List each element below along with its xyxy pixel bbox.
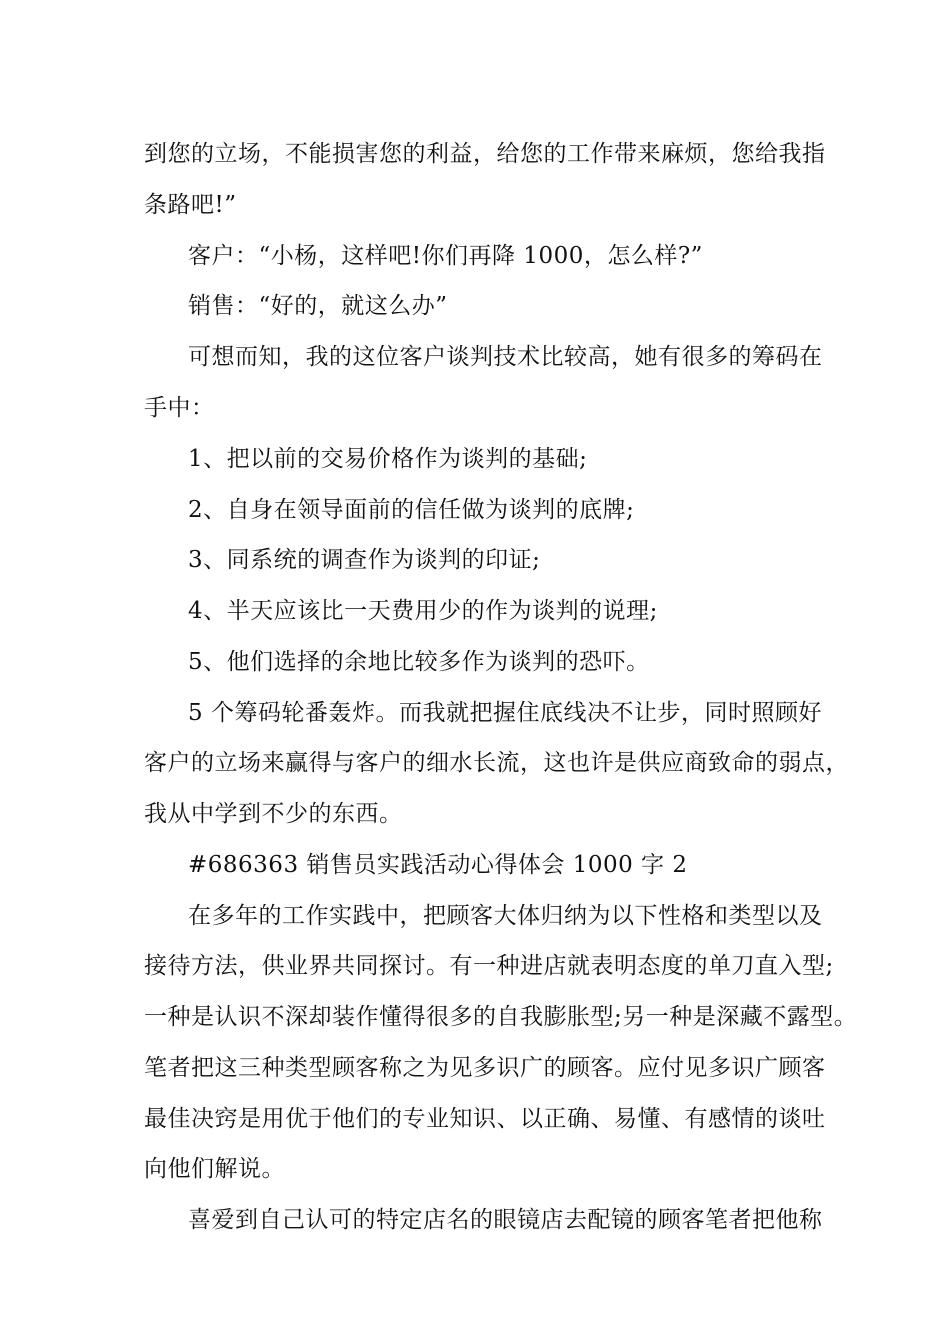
text-line: 接待方法，供业界共同探讨。有一种进店就表明态度的单刀直入型;: [144, 953, 834, 979]
text-line: 我从中学到不少的东西。: [144, 801, 403, 827]
text-line: 手中：: [144, 395, 215, 421]
list-item: 4、半天应该比一天费用少的作为谈判的说理;: [188, 598, 658, 624]
text-line: 喜爱到自己认可的特定店名的眼镜店去配镜的顾客笔者把他称: [188, 1207, 823, 1233]
text-line: 5 个筹码轮番轰炸。而我就把握住底线决不让步，同时照顾好: [188, 700, 822, 726]
text-line: 在多年的工作实践中，把顾客大体归纳为以下性格和类型以及: [188, 903, 823, 929]
text-line: 到您的立场，不能损害您的利益，给您的工作带来麻烦，您给我指: [144, 141, 826, 167]
text-line: 客户：“小杨，这样吧!你们再降 1000，怎么样?”: [188, 243, 703, 269]
text-line: 条路吧!”: [144, 192, 237, 218]
text-line: 客户的立场来赢得与客户的细水长流，这也许是供应商致命的弱点，: [144, 750, 849, 776]
text-line: 笔者把这三种类型顾客称之为见多识广的顾客。应付见多识广顾客: [144, 1055, 826, 1081]
text-line: 可想而知，我的这位客户谈判技术比较高，她有很多的筹码在: [188, 344, 823, 370]
list-item: 2、自身在领导面前的信任做为谈判的底牌;: [188, 497, 635, 523]
list-item: 5、他们选择的余地比较多作为谈判的恐吓。: [188, 649, 650, 675]
text-line: 向他们解说。: [144, 1156, 285, 1182]
text-line: 最佳决窍是用优于他们的专业知识、以正确、易懂、有感情的谈吐: [144, 1106, 826, 1132]
list-item: 3、同系统的调查作为谈判的印证;: [188, 547, 541, 573]
list-item: 1、把以前的交易价格作为谈判的基础;: [188, 446, 588, 472]
text-line: 一种是认识不深却装作懂得很多的自我膨胀型;另一种是深藏不露型。: [144, 1004, 858, 1030]
section-heading: #686363 销售员实践活动心得体会 1000 字 2: [188, 852, 688, 878]
text-line: 销售：“好的，就这么办”: [188, 293, 448, 319]
